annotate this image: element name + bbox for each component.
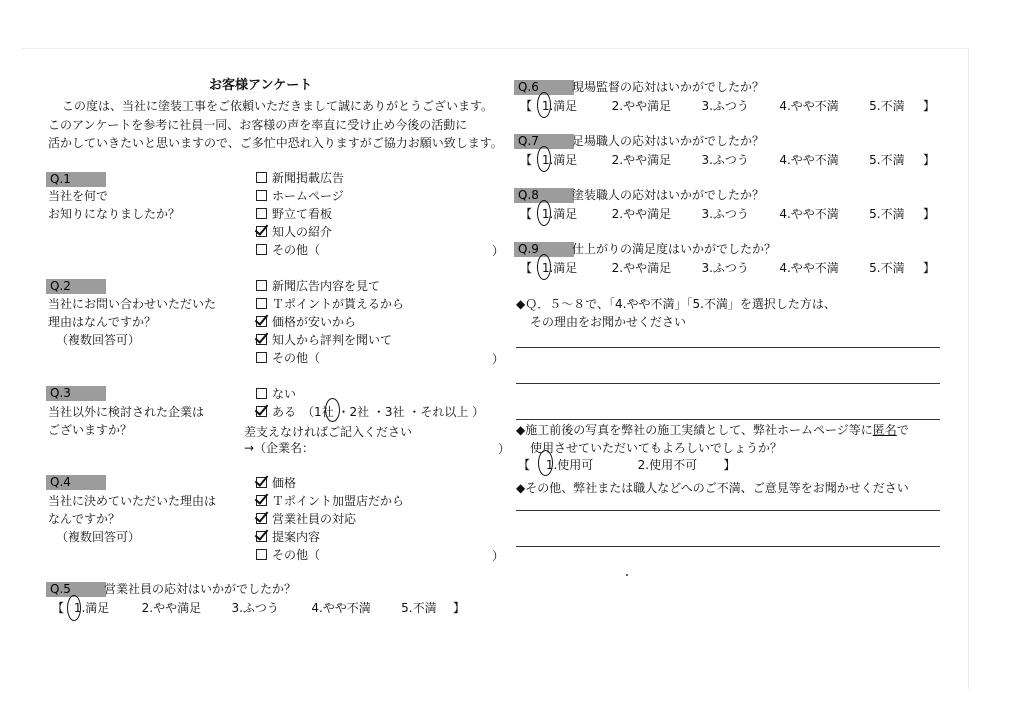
choice-2[interactable]: 2.やや満足	[141, 601, 202, 615]
other-comments-prompt: ◆その他、弊社または職人などへのご不満、ご意見等をお聞かせください	[516, 481, 909, 495]
choice-2[interactable]: 2.やや満足	[611, 99, 672, 113]
checked-checkbox-icon[interactable]	[256, 513, 267, 524]
q8-choices: 【 1.満足 2.やや満足 3.ふつう 4.やや不満 5.不満 】	[520, 207, 935, 221]
hand-drawn-circle	[537, 200, 551, 226]
q3-text-2: ございますか？	[48, 423, 133, 437]
choice-5[interactable]: 5.不満	[869, 261, 905, 275]
reason-line-1: ◆Ｑ．５～８で、「4.やや不満」「5.不満」を選択した方は、	[516, 297, 836, 311]
q8-text: 塗装職人の応対はいかがでしたか？	[572, 188, 765, 202]
answer-line[interactable]	[516, 347, 940, 348]
choice-5[interactable]: 5.不満	[869, 207, 905, 221]
q6-label: Q.6	[514, 80, 574, 95]
answer-line[interactable]	[516, 546, 940, 547]
choice-1[interactable]: 1.満足	[73, 601, 110, 615]
q3-company: →（企業名：	[244, 441, 315, 455]
q5-label: Q.5	[46, 582, 106, 597]
q5-text: 営業社員の応対はいかがでしたか？	[104, 582, 297, 596]
q2-option-5[interactable]: その他（	[256, 350, 320, 366]
choice-3[interactable]: 3.ふつう	[701, 99, 749, 113]
q2-option-2[interactable]: Ｔポイントが貰えるから	[256, 296, 404, 312]
q6-choices: 【 1.満足 2.やや満足 3.ふつう 4.やや不満 5.不満 】	[520, 99, 935, 113]
q9-text: 仕上がりの満足度はいかがでしたか？	[572, 242, 777, 256]
q1-option-5[interactable]: その他（	[256, 242, 320, 258]
close-paren: ）	[498, 442, 511, 456]
q2-option-3[interactable]: 価格が安いから	[256, 314, 356, 330]
hand-drawn-circle	[67, 595, 81, 621]
choice-3[interactable]: 3.ふつう	[701, 153, 749, 167]
stray-mark	[626, 574, 628, 576]
q1-option-3[interactable]: 野立て看板	[256, 206, 332, 222]
choice-1[interactable]: 1.満足	[541, 207, 578, 221]
photo-line-1: ◆施工前後の写真を弊社の施工実績として、弊社ホームページ等に匿名で	[516, 423, 909, 437]
choice-5[interactable]: 5.不満	[869, 153, 905, 167]
checkbox-icon[interactable]	[256, 352, 267, 363]
q6-text: 現場監督の応対はいかがでしたか？	[572, 80, 765, 94]
choice-4[interactable]: 4.やや不満	[311, 601, 371, 615]
q1-text-2: お知りになりましたか？	[48, 207, 181, 221]
q1-text-1: 当社を何で	[48, 189, 109, 203]
checkbox-icon[interactable]	[256, 298, 267, 309]
checkbox-icon[interactable]	[256, 388, 267, 399]
checked-checkbox-icon[interactable]	[256, 495, 267, 506]
checked-checkbox-icon[interactable]	[256, 334, 267, 345]
choice-1[interactable]: 1.満足	[541, 153, 578, 167]
q3-label: Q.3	[46, 386, 106, 401]
checkbox-icon[interactable]	[256, 549, 267, 560]
close-paren: ）	[492, 244, 505, 258]
q5-choices: 【 1.満足 2.やや満足 3.ふつう 4.やや不満 5.不満 】	[52, 601, 465, 615]
hand-drawn-circle	[537, 254, 551, 280]
choice-3[interactable]: 3.ふつう	[701, 261, 749, 275]
checked-checkbox-icon[interactable]	[256, 316, 267, 327]
q7-choices: 【 1.満足 2.やや満足 3.ふつう 4.やや不満 5.不満 】	[520, 153, 935, 167]
checkbox-icon[interactable]	[256, 190, 267, 201]
answer-line[interactable]	[516, 510, 940, 511]
q4-option-4[interactable]: 提案内容	[256, 529, 320, 545]
checked-checkbox-icon[interactable]	[256, 531, 267, 542]
choice-4[interactable]: 4.やや不満	[779, 261, 839, 275]
choice-4[interactable]: 4.やや不満	[779, 207, 839, 221]
checkbox-icon[interactable]	[256, 208, 267, 219]
survey-title: お客様アンケート	[209, 78, 313, 93]
choice-2[interactable]: 2.やや満足	[611, 207, 672, 221]
q4-text-2: なんですか？	[48, 512, 121, 526]
q4-label: Q.4	[46, 475, 106, 490]
intro-line-2: このアンケートを参考に社員一同、お客様の声を率直に受け止め今後の活動に	[48, 118, 468, 132]
checkbox-icon[interactable]	[256, 244, 267, 255]
checkbox-icon[interactable]	[256, 172, 267, 183]
choice-1[interactable]: 1.満足	[541, 261, 578, 275]
choice-2[interactable]: 2.やや満足	[611, 261, 672, 275]
q3-option-1[interactable]: ない	[256, 386, 296, 402]
choice-3[interactable]: 3.ふつう	[231, 601, 279, 615]
q3-note: 差支えなければご記入ください	[244, 425, 413, 439]
q7-text: 足場職人の応対はいかがでしたか？	[572, 134, 765, 148]
reason-line-2: その理由をお聞かせください	[530, 315, 687, 329]
q1-label: Q.1	[46, 172, 106, 187]
q9-choices: 【 1.満足 2.やや満足 3.ふつう 4.やや不満 5.不満 】	[520, 261, 935, 275]
checked-checkbox-icon[interactable]	[256, 226, 267, 237]
hand-drawn-circle	[325, 398, 340, 422]
hand-drawn-circle	[537, 92, 551, 118]
q4-option-3[interactable]: 営業社員の対応	[256, 511, 356, 527]
checkbox-icon[interactable]	[256, 280, 267, 291]
choice-5[interactable]: 5.不満	[869, 99, 905, 113]
intro-line-3: 活かしていきたいと思いますので、ご多忙中恐れ入りますがご協力お願い致します。	[48, 136, 503, 150]
choice-1[interactable]: 1.満足	[541, 99, 578, 113]
choice-2[interactable]: 2.使用不可	[637, 458, 698, 472]
choice-2[interactable]: 2.やや満足	[611, 153, 672, 167]
q2-text-1: 当社にお問い合わせいただいた	[48, 297, 217, 311]
q4-text-1: 当社に決めていただいた理由は	[48, 494, 217, 508]
photo-line-2: 使用させていただいてもよろしいでしょうか？	[530, 441, 783, 455]
q9-label: Q.9	[514, 242, 574, 257]
photo-choices: 【 1.使用可 2.使用不可 】	[518, 458, 736, 472]
answer-line[interactable]	[516, 383, 940, 384]
hand-drawn-circle	[538, 450, 553, 476]
q1-option-1[interactable]: 新聞掲載広告	[256, 170, 344, 186]
close-paren: ）	[492, 352, 505, 366]
q2-option-1[interactable]: 新聞広告内容を見て	[256, 278, 380, 294]
q2-text-2: 理由はなんですか？	[48, 315, 157, 329]
choice-5[interactable]: 5.不満	[401, 601, 437, 615]
q2-option-4[interactable]: 知人から評判を聞いて	[256, 332, 392, 348]
q3-option-2[interactable]: ある （1社 ・2社 ・3社 ・それ以上 ）	[256, 404, 484, 420]
checked-checkbox-icon[interactable]	[256, 406, 267, 417]
intro-line-1: この度は、当社に塗装工事をご依頼いただきまして誠にありがとうございます。	[62, 99, 494, 113]
choice-1[interactable]: 1.使用可	[545, 458, 594, 472]
answer-line[interactable]	[516, 419, 940, 420]
q4-option-5[interactable]: その他（	[256, 547, 320, 563]
q1-option-4[interactable]: 知人の紹介	[256, 224, 332, 240]
q2-label: Q.2	[46, 279, 106, 294]
choice-4[interactable]: 4.やや不満	[779, 153, 839, 167]
q7-label: Q.7	[514, 134, 574, 149]
choice-3[interactable]: 3.ふつう	[701, 207, 749, 221]
q8-label: Q.8	[514, 188, 574, 203]
q1-option-2[interactable]: ホームページ	[256, 188, 344, 204]
checked-checkbox-icon[interactable]	[256, 477, 267, 488]
q4-option-1[interactable]: 価格	[256, 475, 296, 491]
close-paren: ）	[492, 549, 505, 563]
choice-4[interactable]: 4.やや不満	[779, 99, 839, 113]
q3-text-1: 当社以外に検討された企業は	[48, 405, 205, 419]
q4-option-2[interactable]: Ｔポイント加盟店だから	[256, 493, 404, 509]
q2-text-3: （複数回答可）	[56, 333, 141, 347]
hand-drawn-circle	[537, 146, 551, 172]
q4-text-3: （複数回答可）	[56, 530, 141, 544]
